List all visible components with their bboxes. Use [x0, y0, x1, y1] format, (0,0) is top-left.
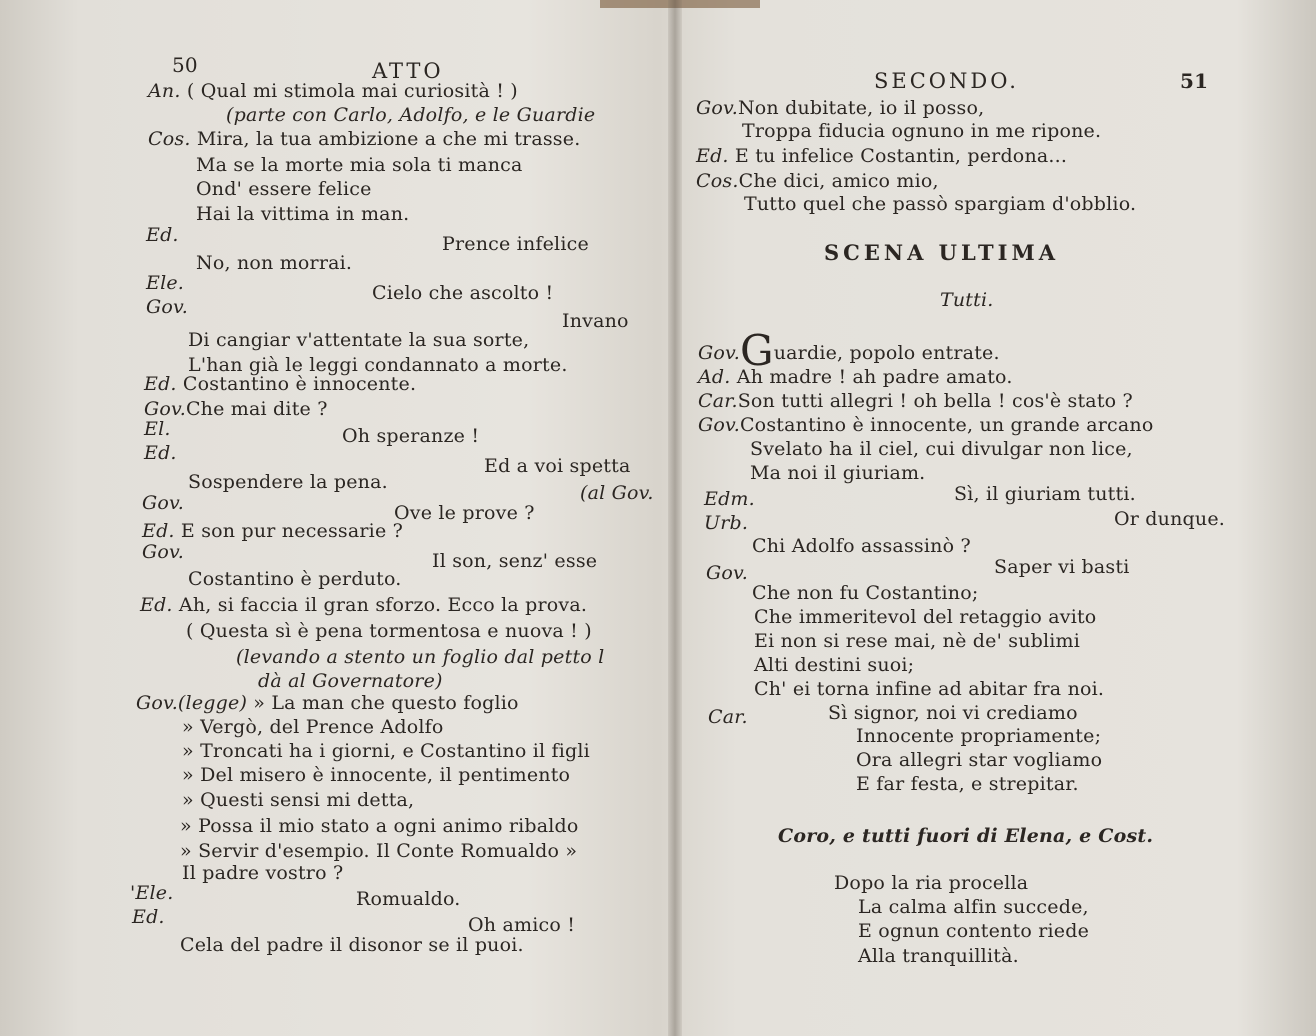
scene-title: SCENA ULTIMA [824, 240, 1060, 265]
text-line: » Del misero è innocente, il pentimento [182, 764, 571, 786]
text-line: Il padre vostro ? [182, 862, 344, 884]
speaker-label: El. [144, 418, 171, 440]
text-line: » Questi sensi mi detta, [182, 789, 415, 811]
stage-direction: (parte con Carlo, Adolfo, e le Guardie [226, 104, 596, 126]
text-line: E far festa, e strepitar. [856, 773, 1079, 795]
text-line: Ed. Costantino è innocente. [144, 373, 417, 395]
text-line: » Servir d'esempio. Il Conte Romualdo » [180, 840, 578, 862]
text-line: » Possa il mio stato a ogni animo ribaldo [180, 815, 579, 837]
text-line: L'han già le leggi condannato a morte. [188, 354, 568, 376]
page-number: 51 [1180, 69, 1209, 93]
text-line: Hai la vittima in man. [196, 203, 410, 225]
speaker-label: Gov. [706, 562, 748, 584]
text-line: Ad. Ah madre ! ah padre amato. [698, 366, 1013, 388]
text-line: Car.Son tutti allegri ! oh bella ! cos'è stato ? [698, 390, 1133, 412]
speaker-label: Edm. [704, 488, 755, 510]
text-line: Ond' essere felice [196, 178, 372, 200]
text-line: ( Questa sì è pena tormentosa e nuova ! ) [186, 620, 592, 642]
text-line: Gov.(legge) » La man che questo foglio [136, 692, 519, 714]
text-line: Gov.Che mai dite ? [144, 398, 328, 420]
text-line: Che immeritevol del retaggio avito [754, 606, 1097, 628]
text-line: Il son, senz' esse [432, 550, 598, 572]
verse-line: Dopo la ria procella [834, 872, 1029, 894]
text-line: Gov.Costantino è innocente, un grande arcano [698, 414, 1154, 436]
text-line: Svelato ha il ciel, cui divulgar non lice, [750, 438, 1133, 460]
text-line: Romualdo. [356, 888, 461, 910]
text-line: Or dunque. [1114, 508, 1226, 530]
speaker-label: Gov. [142, 541, 184, 563]
page-number: 50 [172, 53, 198, 77]
stage-direction: dà al Governatore) [258, 670, 443, 692]
stage-direction: (levando a stento un foglio dal petto l [236, 646, 605, 668]
text-line: Ed. E tu infelice Costantin, perdona... [696, 145, 1068, 167]
text-line: An. ( Qual mi stimola mai curiosità ! ) [148, 80, 518, 102]
verse-line: La calma alfin succede, [858, 896, 1089, 918]
speaker-label: 'Ele. [130, 882, 174, 904]
text-line: Di cangiar v'attentate la sua sorte, [188, 329, 530, 351]
text-line: Gov.Guardie, popolo entrate. [698, 326, 1000, 375]
text-line: Ed. Ah, si faccia il gran sforzo. Ecco la prova. [140, 594, 588, 616]
speaker-label: Gov. [142, 492, 184, 514]
text-line: Saper vi basti [994, 556, 1130, 578]
verse-line: E ognun contento riede [858, 920, 1090, 942]
text-line: Sì signor, noi vi crediamo [828, 702, 1078, 724]
text-line: Sospendere la pena. [188, 471, 388, 493]
text-line: Chi Adolfo assassinò ? [752, 535, 971, 557]
chorus-heading: Coro, e tutti fuori di Elena, e Cost. [778, 825, 1154, 847]
text-line: Cos. Mira, la tua ambizione a che mi trasse. [148, 128, 581, 150]
speaker-label: Ele. [146, 272, 185, 294]
text-line: Ora allegri star vogliamo [856, 749, 1103, 771]
text-line: » Troncati ha i giorni, e Costantino il figli [182, 740, 590, 762]
speaker-label: Ed. [132, 906, 165, 928]
text-line: Ed. E son pur necessarie ? [142, 520, 404, 542]
speaker-label: Ed. [146, 224, 179, 246]
text-line: Ei non si rese mai, nè de' sublimi [754, 630, 1081, 652]
text-line: Alti destini suoi; [754, 654, 915, 676]
text-line: Cos.Che dici, amico mio, [696, 170, 939, 192]
stage-direction: (al Gov. [580, 482, 654, 504]
running-header: ATTO [372, 59, 444, 83]
text-line: Ed a voi spetta [484, 455, 631, 477]
text-line: Costantino è perduto. [188, 568, 402, 590]
speaker-label: Car. [708, 706, 748, 728]
text-line: Prence infelice [442, 233, 589, 255]
scene-cast: Tutti. [940, 289, 994, 311]
text-line: Cela del padre il disonor se il puoi. [180, 934, 524, 956]
text-line: Ch' ei torna infine ad abitar fra noi. [754, 678, 1105, 700]
text-line: Ma noi il giuriam. [750, 462, 926, 484]
text-line: Tutto quel che passò spargiam d'obblio. [744, 193, 1137, 215]
speaker-label: Gov. [146, 296, 188, 318]
right-page [682, 0, 1316, 1036]
running-header: SECONDO. [874, 69, 1019, 93]
text-line: Gov.Non dubitate, io il posso, [696, 97, 985, 119]
speaker-label: Ed. [144, 442, 177, 464]
text-line: Che non fu Costantino; [752, 582, 979, 604]
text-line: Oh speranze ! [342, 425, 480, 447]
text-line: Ove le prove ? [394, 502, 535, 524]
text-line: Sì, il giuriam tutti. [954, 483, 1136, 505]
verse-line: Alla tranquillità. [858, 945, 1019, 967]
text-line: Oh amico ! [468, 914, 576, 936]
book-gutter [668, 0, 682, 1036]
text-line: » Vergò, del Prence Adolfo [182, 716, 444, 738]
text-line: Ma se la morte mia sola ti manca [196, 154, 523, 176]
text-line: Troppa fiducia ognuno in me ripone. [742, 120, 1102, 142]
text-line: Innocente propriamente; [856, 725, 1102, 747]
drop-cap: G [739, 326, 774, 375]
speaker-label: Urb. [704, 512, 749, 534]
text-line: Cielo che ascolto ! [372, 282, 554, 304]
text-line: No, non morrai. [196, 252, 353, 274]
text-line: Invano [562, 310, 629, 332]
